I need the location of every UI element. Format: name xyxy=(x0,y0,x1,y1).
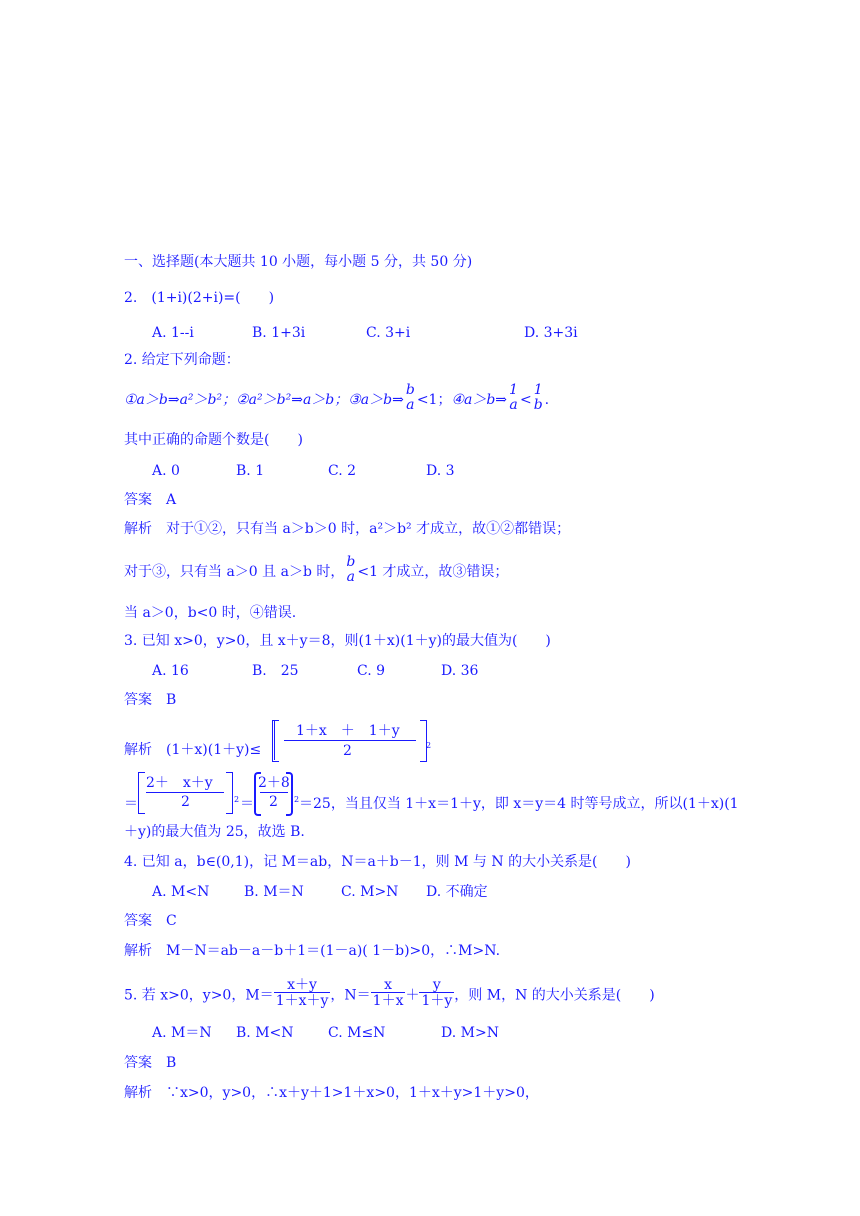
q3-stem: 3. 已知 x>0，y>0，且 x＋y＝8，则(1＋x)(1＋y)的最大值为( ) xyxy=(124,633,551,649)
q3-option-a: A. 16 xyxy=(152,663,189,679)
q4-stem: 4. 已知 a，b∈(0,1)，记 M＝ab，N＝a＋b－1，则 M 与 N 的大小关系是( ) xyxy=(124,854,631,870)
q1-option-d: D. 3+3i xyxy=(524,325,578,341)
q2-option-a: A. 0 xyxy=(152,463,180,479)
q3-option-c: C. 9 xyxy=(357,663,386,679)
q2-question: 其中正确的命题个数是( ) xyxy=(124,432,303,448)
q4-option-c: C. M>N xyxy=(341,884,399,900)
q5-stem xyxy=(124,977,655,1011)
prop-2: ②a²＞b²⇒a＞b； xyxy=(236,392,349,408)
prop-4-period: . xyxy=(544,392,550,408)
q3-solution-line2: ＝25，当且仅当 1＋x＝1＋y，即 x＝y＝4 时等号成立，所以(1＋x)(1 xyxy=(299,796,739,812)
q5-plus: ＋ xyxy=(405,987,420,1004)
q3-frac2-denominator: 2 xyxy=(181,794,190,810)
bracket-left-2 xyxy=(138,772,145,814)
prop-4-less-than: < xyxy=(519,392,532,408)
q2-answer: 答案 A xyxy=(124,492,177,508)
q5-n-fraction-1 xyxy=(371,978,406,1009)
prop-3-rhs: <1； xyxy=(416,392,452,408)
prop-4-fraction-1 xyxy=(507,383,520,413)
q5-n-label: ，N＝ xyxy=(330,987,371,1004)
q4-option-b: B. M＝N xyxy=(244,884,304,900)
q4-option-d: D. 不确定 xyxy=(426,884,488,900)
q5-stem-post: ，则 M，N 的大小关系是( ) xyxy=(454,987,655,1004)
q3-option-d: D. 36 xyxy=(441,663,479,679)
prop-4-fraction-2 xyxy=(532,383,545,413)
prop-1: ①a＞b⇒a²＞b²； xyxy=(124,392,237,408)
q5-m-numerator: x＋y xyxy=(287,977,317,993)
q1-option-c: C. 3+i xyxy=(366,325,411,341)
q3-eq-prefix: ＝ xyxy=(124,796,138,812)
prop-3-fraction xyxy=(404,383,417,413)
q3-frac1-numerator: 1＋x ＋ 1＋y xyxy=(296,723,400,739)
q2-option-b: B. 1 xyxy=(236,463,265,479)
q4-answer: 答案 C xyxy=(124,913,177,929)
q3-solution-label: 解析 (1＋x)(1＋y)≤ xyxy=(124,742,262,758)
q5-stem-pre: 5. 若 x>0，y>0，M＝ xyxy=(124,987,274,1004)
q1-stem: 2. (1+i)(2+i)=( ) xyxy=(124,290,275,306)
q5-m-fraction xyxy=(274,978,331,1009)
q2-stem: 2. 给定下列命题： xyxy=(124,352,240,368)
prop-4-numerator-1: 1 xyxy=(509,382,518,398)
q3-solution-line3: ＋y)的最大值为 25，故选 B. xyxy=(124,824,305,840)
q1-option-a: A. 1--i xyxy=(152,325,194,341)
q2-propositions xyxy=(124,382,550,415)
q5-option-d: D. M>N xyxy=(441,1025,499,1041)
q5-n-numerator-1: x xyxy=(384,977,393,993)
q3-frac3-exponent: 2 xyxy=(294,795,300,804)
prop-4-denominator-2: b xyxy=(533,397,543,413)
q2-solution-fraction xyxy=(344,555,357,585)
q3-answer: 答案 B xyxy=(124,692,177,708)
q3-option-b: B. 25 xyxy=(252,663,299,679)
prop-3-numerator: b xyxy=(405,382,415,398)
q3-frac3-denominator: 2 xyxy=(269,794,278,810)
q2-solution-numerator: b xyxy=(346,554,356,570)
q5-answer: 答案 B xyxy=(124,1055,177,1071)
q2-solution-3: 当 a＞0，b<0 时，④错误. xyxy=(124,605,297,621)
q2-solution-2-text: 对于③，只有当 a＞0 且 a＞b 时， xyxy=(124,564,345,580)
prop-4-denominator-1: a xyxy=(509,397,518,413)
prop-4-lhs: ④a＞b⇒ xyxy=(451,392,508,408)
prop-3-lhs: ③a＞b⇒ xyxy=(348,392,404,408)
q3-frac1-denominator: 2 xyxy=(343,743,352,759)
q2-solution-1: 解析 对于①②，只有当 a＞b＞0 时，a²＞b² 才成立，故①②都错误； xyxy=(124,521,571,537)
q3-frac3-numerator: 2＋8 xyxy=(258,775,290,791)
q5-n-denominator-1: 1＋x xyxy=(372,993,404,1009)
q1-option-b: B. 1+3i xyxy=(252,325,306,341)
prop-3-denominator: a xyxy=(406,397,415,413)
q4-solution: 解析 M－N＝ab－a－b＋1＝(1－a)( 1－b)>0，∴M>N. xyxy=(124,943,501,959)
q3-frac2-numerator: 2＋ x＋y xyxy=(146,775,213,791)
q2-solution-2-tail: <1 才成立，故③错误； xyxy=(357,564,509,580)
q2-solution-denominator: a xyxy=(346,569,356,585)
prop-4-numerator-2: 1 xyxy=(533,382,543,398)
q2-option-d: D. 3 xyxy=(426,463,455,479)
q5-n-fraction-2 xyxy=(419,978,454,1009)
bracket-left-1-shape xyxy=(272,720,279,762)
section-title: 一、选择题(本大题共 10 小题，每小题 5 分，共 50 分) xyxy=(124,254,473,270)
q2-solution-2 xyxy=(124,554,509,587)
q5-option-c: C. M≤N xyxy=(328,1025,386,1041)
q3-frac1-exponent: 2 xyxy=(426,741,432,750)
q2-option-c: C. 2 xyxy=(328,463,357,479)
q5-option-a: A. M＝N xyxy=(152,1025,212,1041)
q3-eq-mid: ＝ xyxy=(240,796,254,812)
bracket-right-2 xyxy=(226,772,233,814)
q4-option-a: A. M<N xyxy=(152,884,210,900)
q3-frac2-exponent: 2 xyxy=(234,795,240,804)
q5-n-numerator-2: y xyxy=(432,977,441,993)
q5-n-denominator-2: 1＋y xyxy=(421,993,453,1009)
q5-solution: 解析 ∵x>0，y>0，∴x＋y＋1>1＋x>0，1＋x＋y>1＋y>0， xyxy=(124,1085,539,1101)
q5-option-b: B. M<N xyxy=(236,1025,294,1041)
q5-m-denominator: 1＋x＋y xyxy=(275,993,329,1009)
